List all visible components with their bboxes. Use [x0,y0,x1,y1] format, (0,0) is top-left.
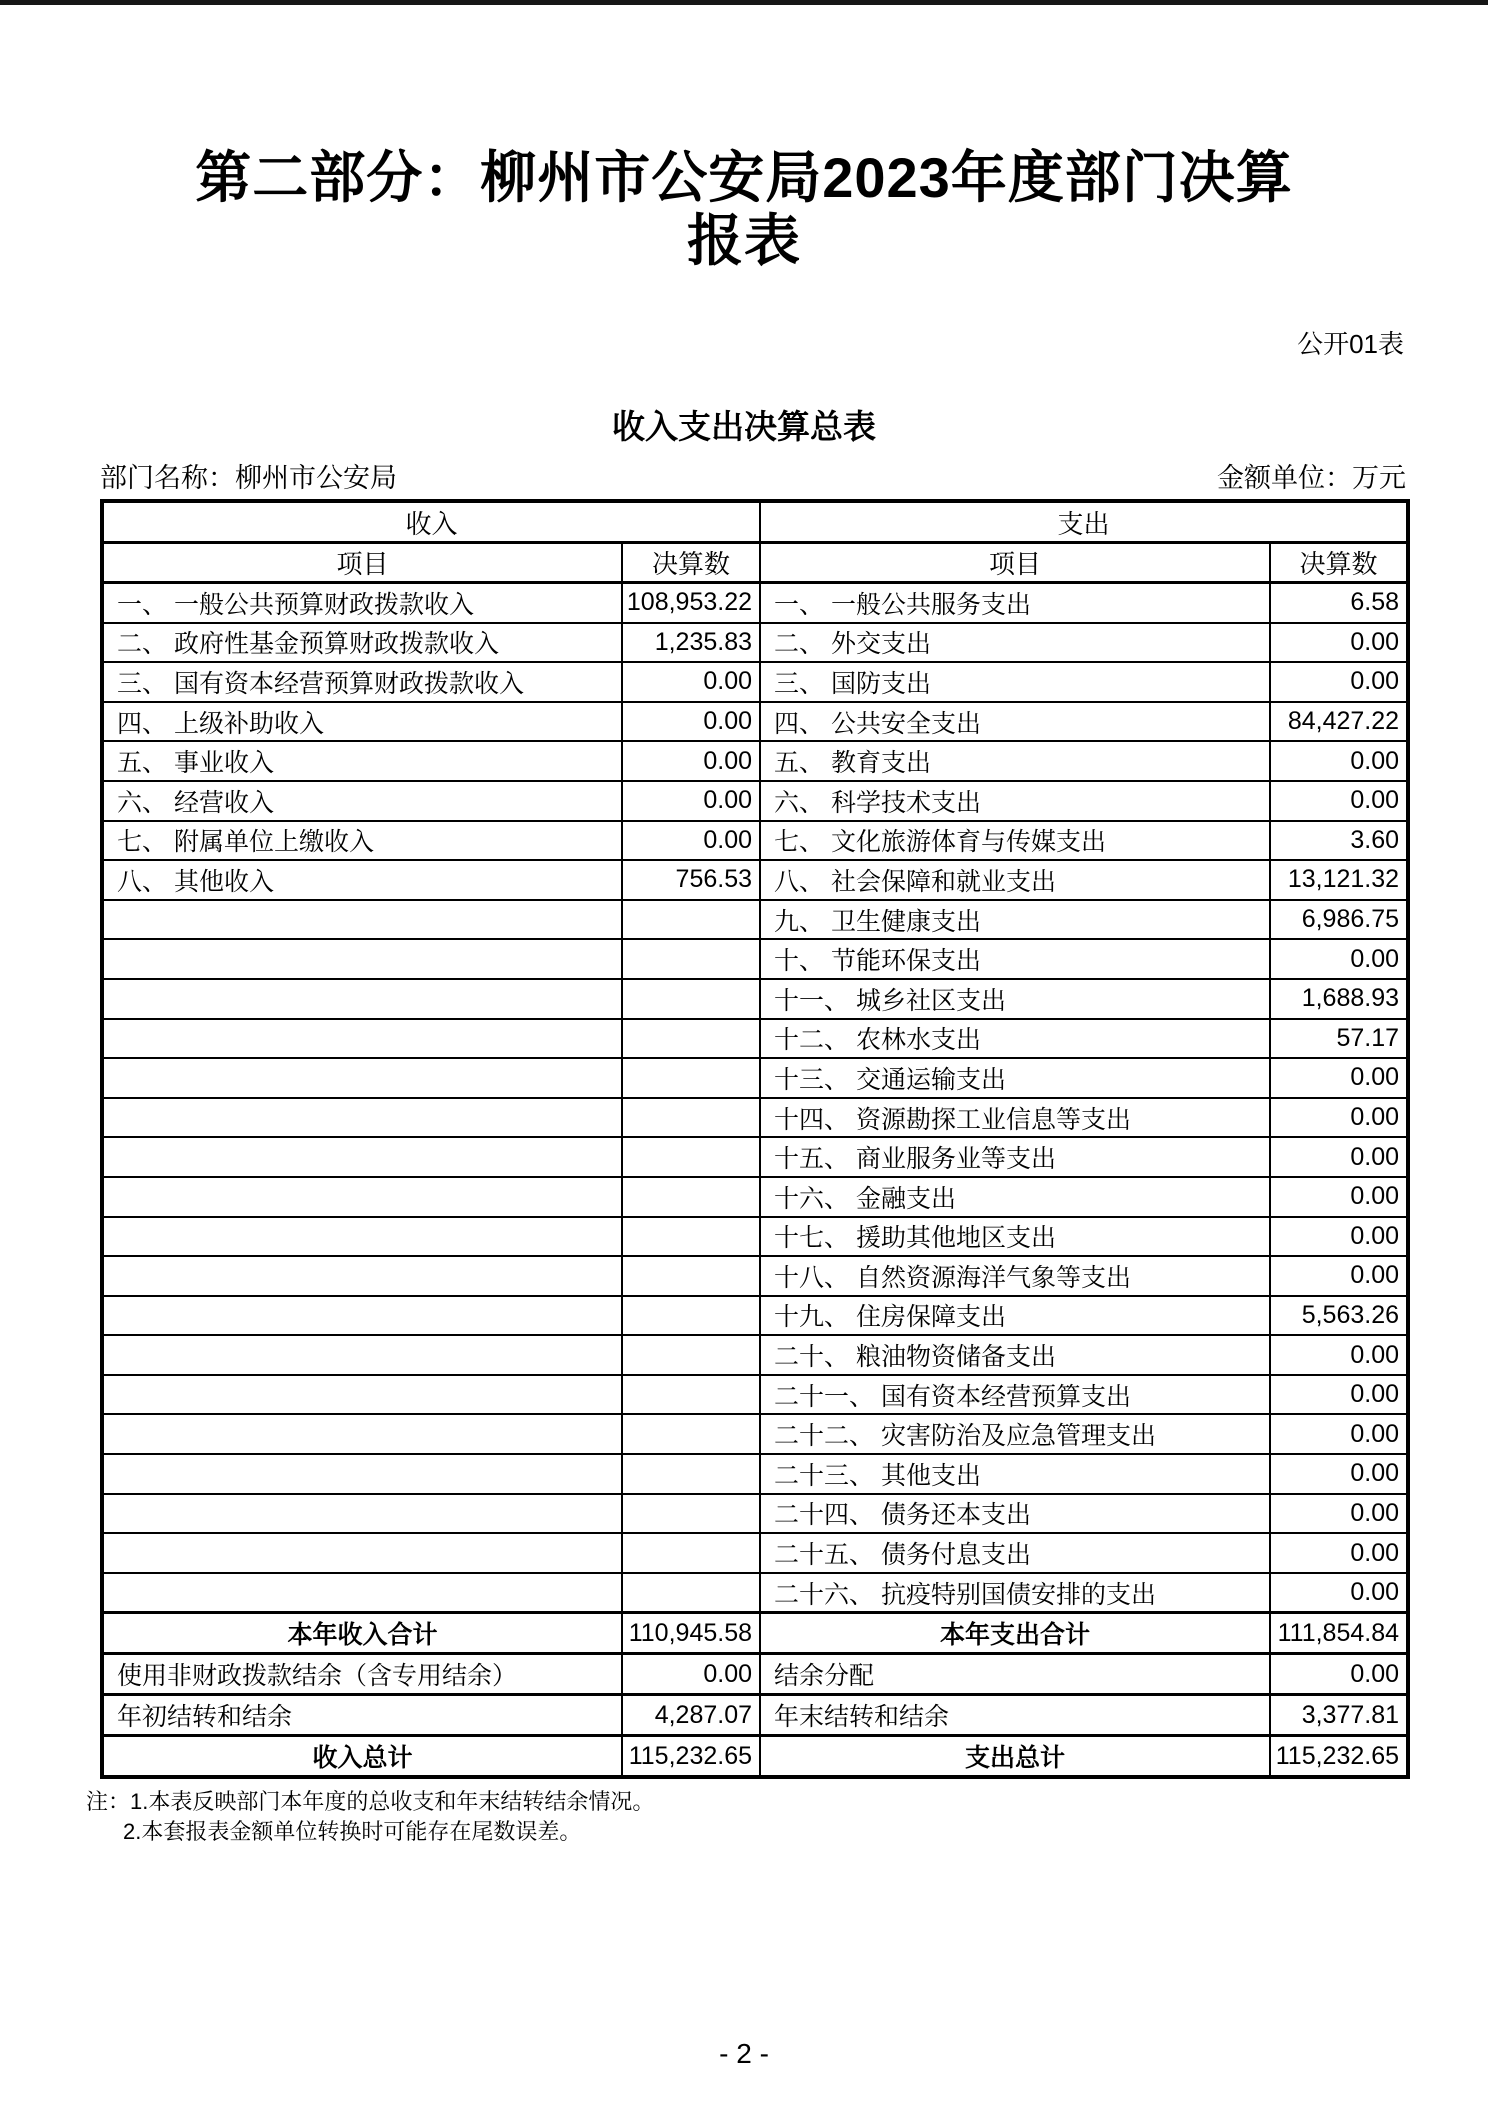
table-row [102,662,1408,702]
expense-item-cell: 四、 公共安全支出 [760,702,1270,742]
income-item-cell [102,939,622,979]
income-item-cell [102,1375,622,1415]
amount-unit: 金额单位：万元 [1217,463,1406,493]
expense-amount-cell: 0.00 [1270,1454,1408,1494]
section-header-row [102,501,1408,543]
expense-amount-cell: 3,377.81 [1270,1695,1408,1736]
department-name: 部门名称：柳州市公安局 [100,463,397,493]
expense-amount-cell: 0.00 [1270,939,1408,979]
expense-amount-cell: 115,232.65 [1270,1736,1408,1778]
page-number: - 2 - [719,2038,769,2069]
expense-amount-cell: 0.00 [1270,1335,1408,1375]
income-item-cell: 三、 国有资本经营预算财政拨款收入 [102,662,622,702]
expense-item-cell: 二十二、 灾害防治及应急管理支出 [760,1414,1270,1454]
expense-amount-cell: 6.58 [1270,583,1408,623]
table-row [102,1494,1408,1534]
expense-amount-cell: 0.00 [1270,1494,1408,1534]
income-amount-column-header: 决算数 [622,543,760,583]
expense-item-cell: 十八、 自然资源海洋气象等支出 [760,1256,1270,1296]
table-row [102,1019,1408,1059]
expense-item-cell: 十四、 资源勘探工业信息等支出 [760,1098,1270,1138]
income-item-cell [102,1454,622,1494]
table-row [102,1414,1408,1454]
income-item-cell: 二、 政府性基金预算财政拨款收入 [102,623,622,663]
table-row [102,939,1408,979]
expense-item-cell: 五、 教育支出 [760,741,1270,781]
income-item-cell [102,1335,622,1375]
income-item-cell [102,1098,622,1138]
income-item-cell [102,1296,622,1336]
table-row [102,821,1408,861]
income-amount-cell [622,979,760,1019]
expense-item-cell: 二十、 粮油物资储备支出 [760,1335,1270,1375]
income-amount-cell [622,1414,760,1454]
table-row [102,1375,1408,1415]
summary-row [102,1654,1408,1695]
income-item-cell [102,979,622,1019]
income-item-cell [102,1137,622,1177]
expense-amount-cell: 6,986.75 [1270,900,1408,940]
expense-amount-cell: 5,563.26 [1270,1296,1408,1336]
income-amount-cell [622,1375,760,1415]
expense-item-cell: 一、 一般公共服务支出 [760,583,1270,623]
expense-amount-cell: 0.00 [1270,1654,1408,1695]
table-title: 收入支出决算总表 [612,408,876,445]
income-amount-cell: 0.00 [622,702,760,742]
income-item-cell: 七、 附属单位上缴收入 [102,821,622,861]
income-amount-cell [622,1296,760,1336]
expense-item-cell: 本年支出合计 [760,1613,1270,1654]
income-amount-cell [622,1335,760,1375]
table-row [102,1177,1408,1217]
table-row [102,781,1408,821]
expense-item-cell: 二十一、 国有资本经营预算支出 [760,1375,1270,1415]
column-header-row [102,543,1408,583]
income-amount-cell [622,1533,760,1573]
income-amount-cell [622,1019,760,1059]
income-item-cell: 五、 事业收入 [102,741,622,781]
income-amount-cell [622,1256,760,1296]
expense-amount-cell: 0.00 [1270,1098,1408,1138]
expense-item-cell: 十三、 交通运输支出 [760,1058,1270,1098]
table-row [102,900,1408,940]
income-item-cell [102,1533,622,1573]
income-amount-cell [622,1137,760,1177]
expense-amount-cell: 0.00 [1270,1414,1408,1454]
income-item-cell: 四、 上级补助收入 [102,702,622,742]
expense-item-cell: 二、 外交支出 [760,623,1270,663]
note-line-1: 注：1.本表反映部门本年度的总收支和年末结转结余情况。 [86,1789,655,1815]
expense-item-cell: 二十六、 抗疫特别国债安排的支出 [760,1573,1270,1613]
expense-item-cell: 十六、 金融支出 [760,1177,1270,1217]
expense-item-cell: 七、 文化旅游体育与传媒支出 [760,821,1270,861]
table-row [102,702,1408,742]
income-item-cell [102,1573,622,1613]
income-amount-cell [622,1454,760,1494]
table-row [102,741,1408,781]
income-amount-cell [622,1494,760,1534]
income-amount-cell: 108,953.22 [622,583,760,623]
expense-amount-cell: 57.17 [1270,1019,1408,1059]
expense-item-column-header: 项目 [760,543,1270,583]
income-item-cell: 收入总计 [102,1736,622,1778]
expense-item-cell: 二十四、 债务还本支出 [760,1494,1270,1534]
income-amount-cell [622,1217,760,1257]
income-item-cell [102,1058,622,1098]
income-amount-cell: 0.00 [622,741,760,781]
expense-amount-cell: 0.00 [1270,1375,1408,1415]
income-amount-cell: 1,235.83 [622,623,760,663]
form-code-label: 公开01表 [1297,329,1404,359]
table-row [102,1058,1408,1098]
table-row [102,1335,1408,1375]
table-row [102,1137,1408,1177]
expense-item-cell: 十九、 住房保障支出 [760,1296,1270,1336]
table-row [102,1256,1408,1296]
note-line-2: 2.本套报表金额单位转换时可能存在尾数误差。 [123,1819,582,1845]
income-item-cell: 八、 其他收入 [102,860,622,900]
income-amount-cell: 756.53 [622,860,760,900]
expense-amount-cell: 0.00 [1270,781,1408,821]
expense-item-cell: 二十三、 其他支出 [760,1454,1270,1494]
income-amount-cell [622,1177,760,1217]
income-item-cell [102,900,622,940]
income-item-cell: 年初结转和结余 [102,1695,622,1736]
income-amount-cell: 110,945.58 [622,1613,760,1654]
table-row [102,1533,1408,1573]
expense-item-cell: 三、 国防支出 [760,662,1270,702]
income-item-cell [102,1256,622,1296]
income-amount-cell [622,900,760,940]
table-row [102,1098,1408,1138]
table-row [102,860,1408,900]
income-amount-cell [622,939,760,979]
expense-amount-cell: 0.00 [1270,1137,1408,1177]
table-meta-row [100,462,1406,494]
income-item-cell: 本年收入合计 [102,1613,622,1654]
expense-item-cell: 年末结转和结余 [760,1695,1270,1736]
top-edge-bar [0,0,1488,5]
document-title [0,0,1488,272]
expense-item-cell: 十一、 城乡社区支出 [760,979,1270,1019]
expense-amount-cell: 0.00 [1270,1058,1408,1098]
table-row [102,1217,1408,1257]
expense-amount-cell: 111,854.84 [1270,1613,1408,1654]
table-row [102,623,1408,663]
summary-row [102,1736,1408,1778]
expense-amount-cell: 0.00 [1270,1217,1408,1257]
expense-amount-cell: 0.00 [1270,1533,1408,1573]
expense-item-cell: 结余分配 [760,1654,1270,1695]
expense-item-cell: 六、 科学技术支出 [760,781,1270,821]
table-body [102,583,1408,1778]
income-item-cell: 一、 一般公共预算财政拨款收入 [102,583,622,623]
expense-item-cell: 十二、 农林水支出 [760,1019,1270,1059]
expense-amount-cell: 1,688.93 [1270,979,1408,1019]
expense-item-cell: 十、 节能环保支出 [760,939,1270,979]
expense-amount-cell: 0.00 [1270,1573,1408,1613]
notes [86,1787,1488,1847]
expense-item-cell: 十七、 援助其他地区支出 [760,1217,1270,1257]
expense-amount-column-header: 决算数 [1270,543,1408,583]
table-row [102,1296,1408,1336]
summary-row [102,1695,1408,1736]
expense-amount-cell: 0.00 [1270,1256,1408,1296]
table-row [102,1454,1408,1494]
income-item-cell [102,1177,622,1217]
income-amount-cell: 0.00 [622,662,760,702]
expense-item-cell: 二十五、 债务付息支出 [760,1533,1270,1573]
income-section-header: 收入 [102,501,760,543]
income-item-cell [102,1414,622,1454]
table-row [102,583,1408,623]
income-item-cell [102,1019,622,1059]
expense-item-cell: 支出总计 [760,1736,1270,1778]
expense-amount-cell: 0.00 [1270,623,1408,663]
expense-amount-cell: 84,427.22 [1270,702,1408,742]
table-row [102,1573,1408,1613]
document-title-line-1: 第二部分：柳州市公安局2023年度部门决算 [195,146,1293,209]
expense-item-cell: 九、 卫生健康支出 [760,900,1270,940]
expense-section-header: 支出 [760,501,1408,543]
expense-amount-cell: 0.00 [1270,662,1408,702]
expense-amount-cell: 0.00 [1270,1177,1408,1217]
table-row [102,979,1408,1019]
expense-item-cell: 十五、 商业服务业等支出 [760,1137,1270,1177]
income-expense-summary-table [100,499,1410,1779]
income-amount-cell: 4,287.07 [622,1695,760,1736]
income-item-column-header: 项目 [102,543,622,583]
expense-amount-cell: 13,121.32 [1270,860,1408,900]
income-amount-cell [622,1098,760,1138]
document-title-line-2: 报表 [687,209,801,272]
income-item-cell [102,1217,622,1257]
income-amount-cell: 0.00 [622,1654,760,1695]
expense-amount-cell: 3.60 [1270,821,1408,861]
income-item-cell: 使用非财政拨款结余（含专用结余） [102,1654,622,1695]
income-item-cell [102,1494,622,1534]
income-amount-cell: 0.00 [622,821,760,861]
income-item-cell: 六、 经营收入 [102,781,622,821]
expense-amount-cell: 0.00 [1270,741,1408,781]
summary-row [102,1613,1408,1654]
income-amount-cell [622,1573,760,1613]
income-amount-cell [622,1058,760,1098]
income-amount-cell: 115,232.65 [622,1736,760,1778]
expense-item-cell: 八、 社会保障和就业支出 [760,860,1270,900]
income-amount-cell: 0.00 [622,781,760,821]
